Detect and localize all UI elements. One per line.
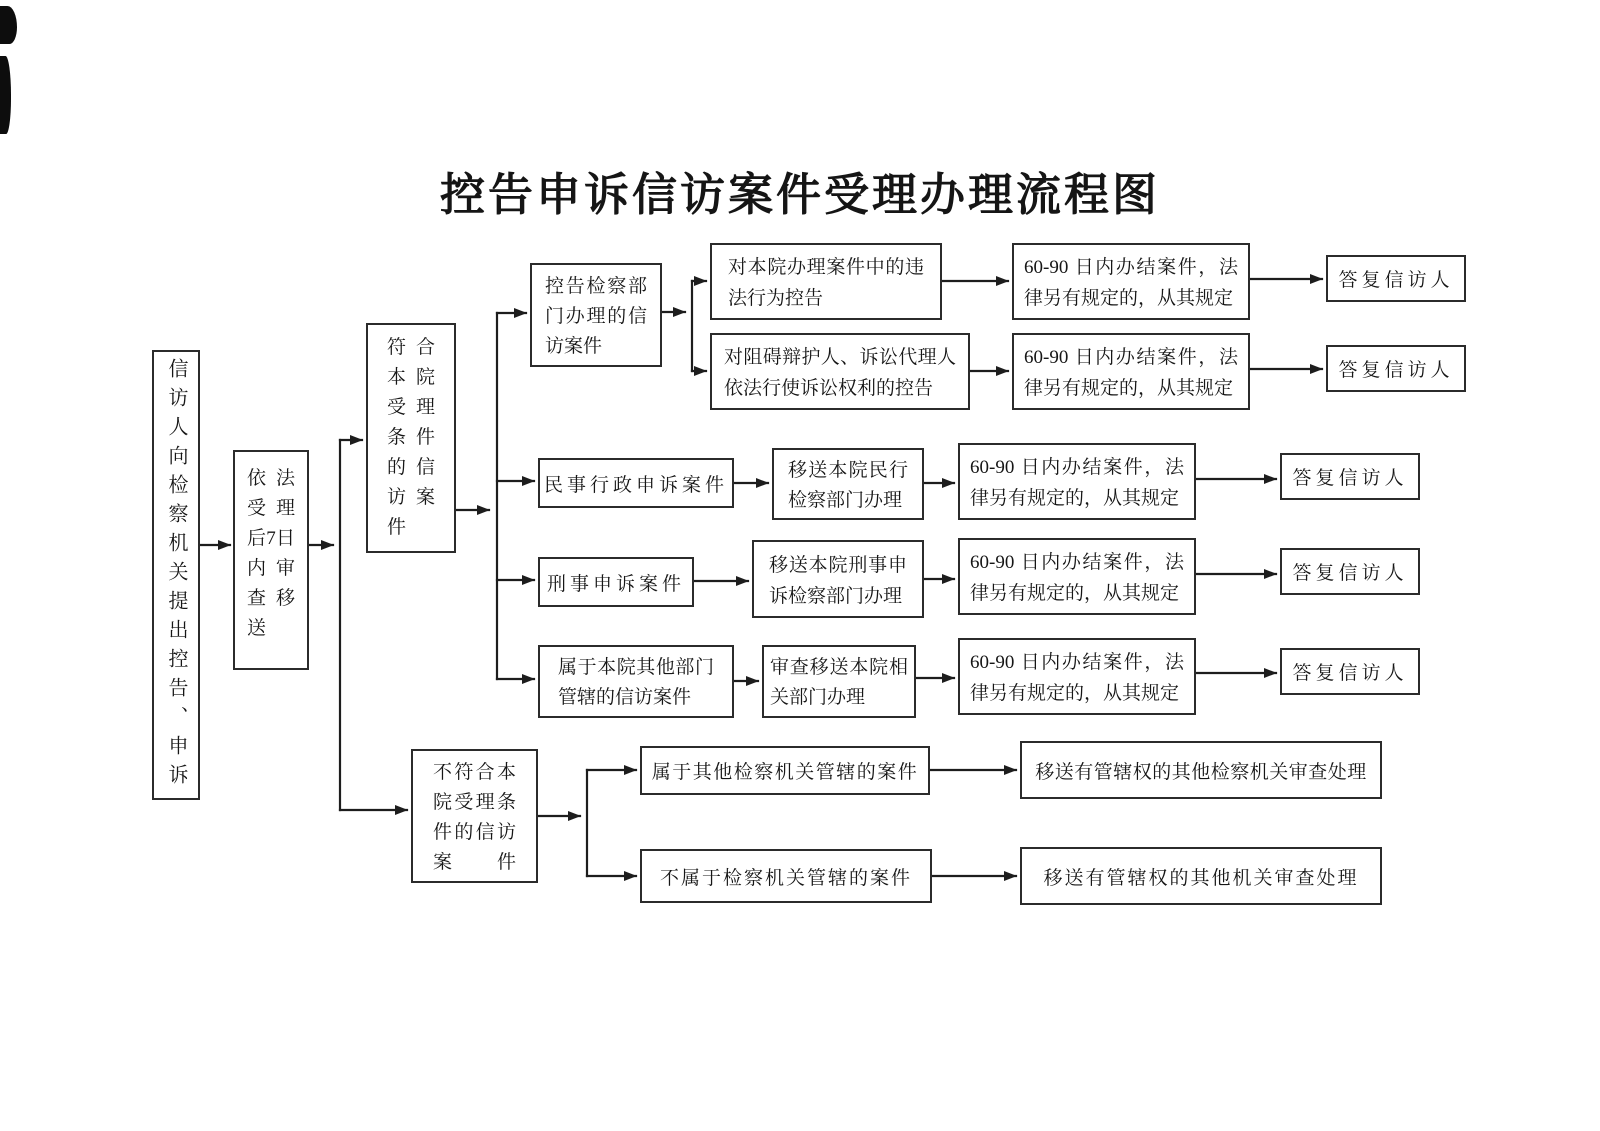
node-unqualified-cases: 不符合本院受理条件的信访案件 [411, 749, 538, 883]
node-petitioner [152, 350, 200, 800]
scan-artifact [0, 56, 11, 134]
node-civil-administrative-case: 民事行政申诉案件 [538, 458, 734, 508]
node-deadline: 60-90 日内办结案件，法律另有规定的，从其规定 [958, 443, 1196, 520]
node-reply-petitioner: 答复信访人 [1280, 453, 1420, 500]
node-non-procuratorate-transfer: 移送有管辖权的其他机关审查处理 [1020, 847, 1382, 905]
node-other-procuratorate-case: 属于其他检察机关管辖的案件 [640, 746, 930, 795]
node-reply-petitioner: 答复信访人 [1326, 345, 1466, 392]
node-complaint-illegal-acts: 对本院办理案件中的违法行为控告 [710, 243, 942, 320]
node-other-procuratorate-transfer: 移送有管辖权的其他检察机关审查处理 [1020, 741, 1382, 799]
node-criminal-appeal-case: 刑事申诉案件 [538, 557, 694, 607]
node-deadline: 60-90 日内办结案件，法律另有规定的，从其规定 [1012, 333, 1250, 410]
node-criminal-transfer: 移送本院刑事申诉检察部门办理 [752, 540, 924, 618]
node-reply-petitioner: 答复信访人 [1326, 255, 1466, 302]
node-petitioner-label: 信访人向检察机关提出控告、申诉 [165, 357, 187, 793]
node-review-transfer: 依法受理后7日内审查移送 [233, 450, 309, 670]
node-deadline: 60-90 日内办结案件，法律另有规定的，从其规定 [958, 538, 1196, 615]
node-civil-transfer: 移送本院民行检察部门办理 [772, 448, 924, 520]
node-qualified-cases: 符合本院受理条件的信访案件 [366, 323, 456, 553]
node-deadline: 60-90 日内办结案件，法律另有规定的，从其规定 [958, 638, 1196, 715]
node-complaint-dept: 控告检察部门办理的信访案件 [530, 263, 662, 367]
node-complaint-obstruction: 对阻碍辩护人、诉讼代理人依法行使诉讼权利的控告 [710, 333, 970, 410]
node-other-dept-case: 属于本院其他部门管辖的信访案件 [538, 645, 734, 718]
page-title: 控告申诉信访案件受理办理流程图 [439, 170, 1160, 220]
node-deadline: 60-90 日内办结案件，法律另有规定的，从其规定 [1012, 243, 1250, 320]
node-other-dept-transfer: 审查移送本院相关部门办理 [762, 645, 916, 718]
node-reply-petitioner: 答复信访人 [1280, 648, 1420, 695]
node-reply-petitioner: 答复信访人 [1280, 548, 1420, 595]
node-non-procuratorate-case: 不属于检察机关管辖的案件 [640, 849, 932, 903]
